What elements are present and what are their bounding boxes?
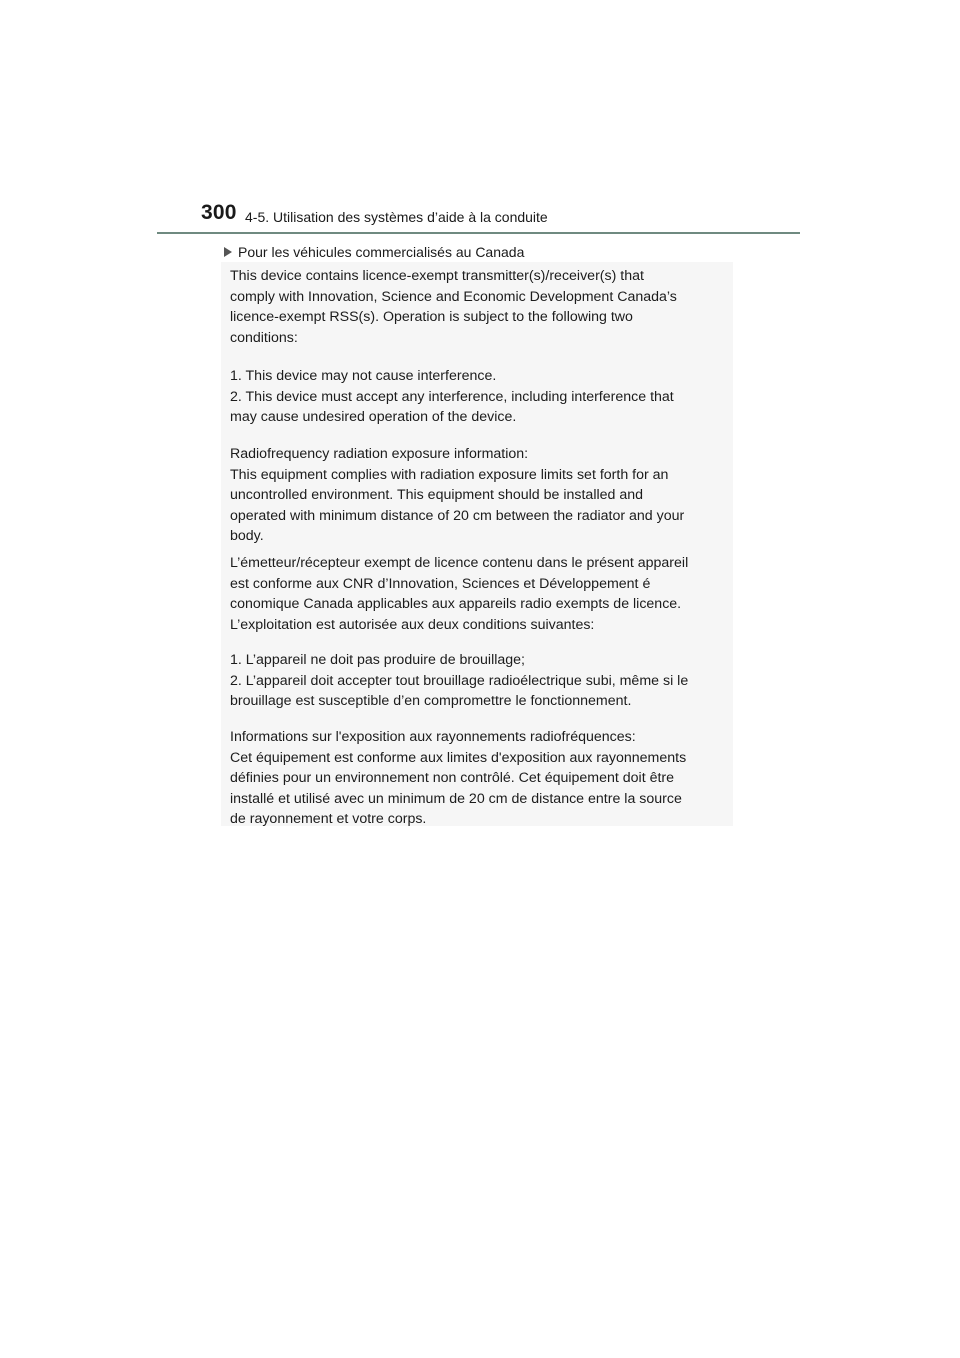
subheading-text: Pour les véhicules commercialisés au Canada (238, 244, 525, 260)
text-line: brouillage est susceptible d’en compromettre le fonctionnement. (230, 693, 632, 709)
english-intro-paragraph (230, 266, 735, 348)
text-line: comply with Innovation, Science and Economic Development Canada’s (230, 288, 677, 305)
text-line: conditions: (230, 329, 298, 346)
header-divider (157, 232, 800, 234)
text-line: This equipment complies with radiation exposure limits set forth for an (230, 466, 669, 483)
triangle-bullet-icon (224, 247, 232, 257)
page-number: 300 (201, 201, 237, 224)
text-line: body. (230, 528, 264, 544)
text-line: conomique Canada applicables aux appareils radio exempts de licence. (230, 596, 682, 612)
text-line: définies pour un environnement non contrôlé. Cet équipement doit être (230, 770, 675, 786)
text-line: operated with minimum distance of 20 cm between the radiator and your (230, 507, 685, 524)
text-line: 2. L’appareil doit accepter tout brouillage radioélectrique subi, même si le (230, 672, 689, 689)
english-conditions-paragraph (230, 366, 735, 428)
text-line: de rayonnement et votre corps. (230, 811, 427, 827)
text-line: This device contains licence-exempt transmitter(s)/receiver(s) that (230, 268, 644, 284)
text-line: Radiofrequency radiation exposure information: (230, 446, 529, 462)
french-conditions-paragraph (230, 650, 735, 712)
text-line: licence-exempt RSS(s). Operation is subject to the following two (230, 309, 633, 325)
text-line: 1. This device may not cause interference. (230, 368, 497, 384)
text-line: uncontrolled environment. This equipment should be installed and (230, 487, 644, 503)
english-radiation-paragraph (230, 444, 735, 547)
text-line: installé et utilisé avec un minimum de 20 cm de distance entre la source (230, 790, 682, 807)
text-line: Informations sur l'exposition aux rayonnements radiofréquences: (230, 729, 636, 745)
text-line: L’exploitation est autorisée aux deux conditions suivantes: (230, 616, 595, 633)
text-line: L’émetteur/récepteur exempt de licence contenu dans le présent appareil (230, 555, 689, 571)
text-line: 1. L’appareil ne doit pas produire de brouillage; (230, 652, 525, 668)
subheading (224, 244, 524, 260)
text-line: 2. This device must accept any interference, including interference that (230, 388, 674, 405)
section-title: 4-5. Utilisation des systèmes d’aide à la conduite (245, 209, 548, 225)
french-radiation-paragraph (230, 727, 735, 830)
text-line: may cause undesired operation of the device. (230, 409, 517, 425)
text-line: Cet équipement est conforme aux limites d'exposition aux rayonnements (230, 749, 687, 766)
text-line: est conforme aux CNR d’Innovation, Sciences et Développement é (230, 575, 651, 592)
french-intro-paragraph (230, 553, 735, 635)
